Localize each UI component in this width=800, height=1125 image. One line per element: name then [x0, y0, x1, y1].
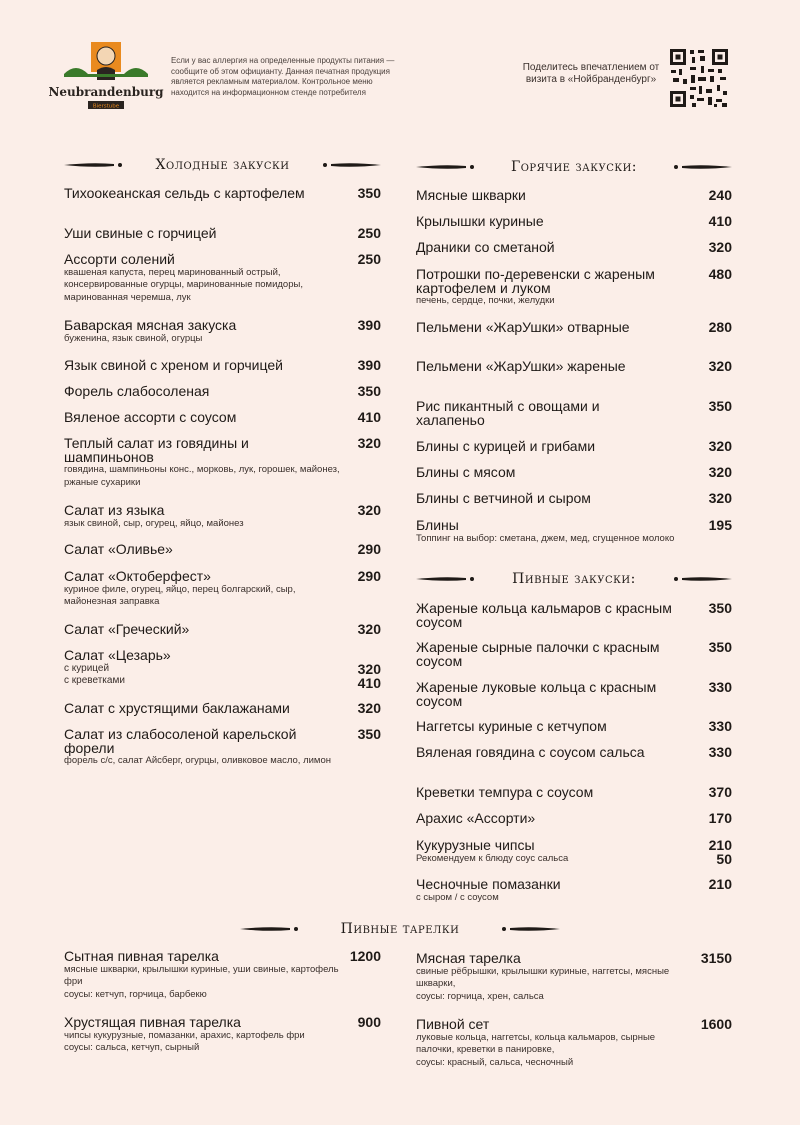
item-desc: квашеная капуста, перец маринованный острый, консервированные огурцы, маринованные помидоры, маринованная черемша, лук — [64, 266, 303, 303]
svg-text:Bierstube: Bierstube — [92, 103, 120, 110]
item-price: 320 — [357, 661, 381, 677]
item-price: 50 — [716, 851, 732, 867]
item-name: Пельмени «ЖарУшки» жареные — [416, 358, 626, 374]
item-sauces: соусы: красный, сальса, чесночный — [416, 1056, 574, 1068]
item-name: Салат «Оливье» — [64, 541, 173, 557]
item-name: Теплый салат из говядины и шампиньонов — [64, 435, 249, 465]
item-name: Салат из слабосоленой карельской форели — [64, 726, 297, 756]
item-price: 410 — [357, 409, 381, 425]
item-sauces: соусы: сальса, кетчуп, сырный — [64, 1042, 200, 1054]
item-name: Жареные луковые кольца с красным соусом — [416, 679, 657, 709]
item-desc: куриное филе, огурец, яйцо, перец болгарский, сыр, майонезная заправка — [64, 583, 296, 608]
allergy-note: Если у вас аллергия на определенные продукты питания — сообщите об этом официанту. Данная печатная продукция является рекламным материалом. Контрольное меню находится на информационном стенде потребителя — [171, 56, 395, 97]
item-price: 330 — [708, 744, 732, 760]
item-desc: с сыром / с соусом — [416, 891, 499, 903]
item-price: 280 — [708, 319, 732, 335]
item-name: Жареные сырные палочки с красным соусом — [416, 639, 660, 669]
item-price: 1200 — [349, 948, 381, 964]
item-name: Вяленое ассорти с соусом — [64, 409, 237, 425]
item-option: с курицей — [64, 662, 110, 674]
section-title: Холодные закуски — [155, 157, 290, 173]
item-price: 210 — [708, 876, 732, 892]
item-price: 350 — [357, 383, 381, 399]
item-price: 320 — [708, 438, 732, 454]
item-price: 320 — [708, 490, 732, 506]
item-desc: язык свиной, сыр, огурец, яйцо, майонез — [64, 517, 244, 529]
item-name: Жареные кольца кальмаров с красным соусом — [416, 600, 672, 630]
item-desc: Рекомендуем к блюду соус сальса — [416, 852, 569, 864]
item-price: 320 — [708, 464, 732, 480]
item-price: 350 — [357, 726, 381, 742]
item-price: 320 — [357, 502, 381, 518]
item-price: 350 — [708, 398, 732, 414]
item-name: Мясные шкварки — [416, 187, 526, 203]
beer-plates-left — [64, 0, 381, 1125]
item-name: Кукурузные чипсы — [416, 837, 535, 853]
item-price: 1600 — [700, 1016, 732, 1032]
item-name: Пельмени «ЖарУшки» отварные — [416, 319, 630, 335]
item-name: Салат «Цезарь» — [64, 647, 171, 663]
item-price: 900 — [357, 1014, 381, 1030]
item-desc: говядина, шампиньоны конс., морковь, лук, горошек, майонез, ржаные сухарики — [64, 464, 340, 488]
item-name: Салат «Октоберфест» — [64, 568, 211, 584]
item-price: 480 — [708, 266, 732, 282]
item-price: 320 — [357, 435, 381, 451]
item-price: 290 — [357, 541, 381, 557]
item-price: 195 — [708, 517, 732, 533]
menu-item — [416, 952, 732, 1003]
item-name: Язык свиной с хреном и горчицей — [64, 357, 283, 373]
item-name: Пивной сет — [416, 1016, 490, 1032]
item-price: 390 — [357, 357, 381, 373]
item-name: Уши свиные с горчицей — [64, 225, 217, 241]
item-name: Ассорти солений — [64, 251, 175, 267]
item-price: 410 — [357, 675, 381, 691]
item-name: Наггетсы куриные с кетчупом — [416, 718, 607, 734]
item-name: Сытная пивная тарелка — [64, 948, 219, 964]
item-name: Креветки темпура с соусом — [416, 784, 594, 800]
item-option: с креветками — [64, 675, 125, 687]
item-name: Арахис «Ассорти» — [416, 810, 536, 826]
item-price: 210 — [708, 837, 732, 853]
item-price: 350 — [708, 639, 732, 655]
item-price: 350 — [357, 185, 381, 201]
item-price: 3150 — [700, 950, 732, 966]
item-name: Крылышки куриные — [416, 213, 544, 229]
item-price: 350 — [708, 600, 732, 616]
item-price: 320 — [357, 621, 381, 637]
item-desc: луковые кольца, наггетсы, кольца кальмаров, сырные палочки, креветки в панировке, — [416, 1031, 656, 1056]
item-name: Салат с хрустящими баклажанами — [64, 700, 290, 716]
menu-item — [64, 950, 381, 1001]
item-name: Салат из языка — [64, 502, 165, 518]
item-name: Блины — [416, 517, 459, 533]
item-price: 410 — [708, 213, 732, 229]
item-name: Драники со сметаной — [416, 239, 555, 255]
item-price: 320 — [357, 700, 381, 716]
share-text: Поделитесь впечатлением от визита в «Нойбранденбург» — [522, 62, 660, 85]
item-desc: чипсы кукурузные, помазанки, арахис, картофель фри — [64, 1029, 305, 1041]
item-name: Хрустящая пивная тарелка — [64, 1014, 241, 1030]
item-desc: печень, сердце, почки, желудки — [416, 295, 555, 307]
item-price: 170 — [708, 810, 732, 826]
svg-text:Neubrandenburg: Neubrandenburg — [48, 85, 164, 99]
item-price: 370 — [708, 784, 732, 800]
item-name: Баварская мясная закуска — [64, 317, 237, 333]
beer-plates-right — [416, 0, 732, 1125]
menu-item — [64, 1016, 381, 1055]
item-desc: Топпинг на выбор: сметана, джем, мед, сгущенное молоко — [416, 532, 675, 544]
item-name: Мясная тарелка — [416, 950, 521, 966]
menu-item — [416, 1018, 732, 1069]
item-desc: мясные шкварки, крылышки куриные, уши свиные, картофель фри — [64, 963, 339, 988]
item-price: 250 — [357, 251, 381, 267]
item-price: 250 — [357, 225, 381, 241]
item-name: Блины с мясом — [416, 464, 516, 480]
item-name: Потрошки по-деревенски с жареным картофелем и луком — [416, 266, 655, 296]
item-name: Чесночные помазанки — [416, 876, 561, 892]
item-price: 330 — [708, 679, 732, 695]
item-desc: форель с/с, салат Айсберг, огурцы, оливковое масло, лимон — [64, 755, 331, 767]
item-name: Вяленая говядина с соусом сальса — [416, 744, 645, 760]
item-name: Блины с ветчиной и сыром — [416, 490, 591, 506]
item-price: 320 — [708, 239, 732, 255]
item-sauces: соусы: кетчуп, горчица, барбекю — [64, 988, 207, 1000]
item-desc: свиные рёбрышки, крылышки куриные, наггетсы, мясные шкварки, — [416, 965, 670, 990]
section-title: Пивные закуски: — [512, 571, 636, 587]
item-name: Тихоокеанская сельдь с картофелем — [64, 185, 305, 201]
item-price: 330 — [708, 718, 732, 734]
item-name: Рис пикантный с овощами и халапеньо — [416, 398, 600, 428]
item-name: Блины с курицей и грибами — [416, 438, 596, 454]
item-name: Салат «Греческий» — [64, 621, 190, 637]
item-sauces: соусы: горчица, хрен, сальса — [416, 990, 544, 1002]
item-price: 320 — [708, 358, 732, 374]
item-desc: буженина, язык свиной, огурцы — [64, 332, 203, 344]
item-name: Форель слабосоленая — [64, 383, 210, 399]
item-price: 240 — [708, 187, 732, 203]
item-price: 390 — [357, 317, 381, 333]
item-price: 290 — [357, 568, 381, 584]
section-title: Горячие закуски: — [510, 159, 638, 175]
section-title: Пивные тарелки — [340, 921, 460, 937]
